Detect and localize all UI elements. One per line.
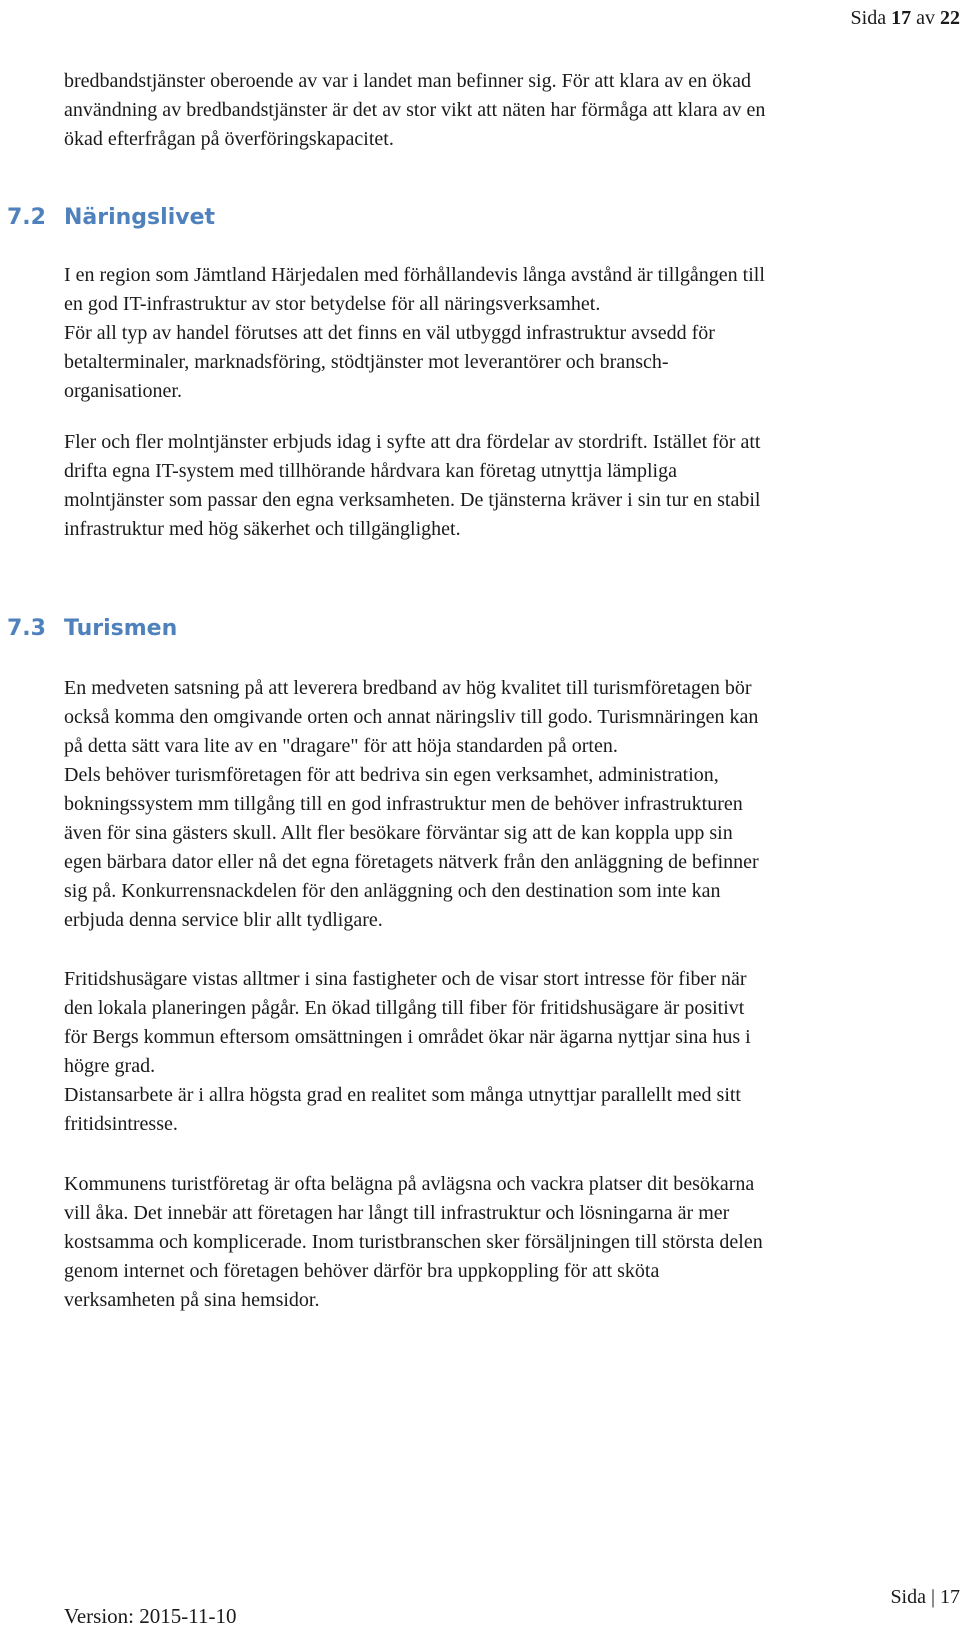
- paragraph-line: Kommunens turistföretag är ofta belägna på avlägsna och vackra platser dit besökarna: [64, 1173, 755, 1195]
- paragraph-line: även för sina gästers skull. Allt fler besökare förväntar sig att de kan koppla upp sin: [64, 822, 733, 844]
- paragraph-line: Dels behöver turismföretagen för att bedriva sin egen verksamhet, administration,: [64, 764, 719, 786]
- paragraph-line: också komma den omgivande orten och annat näringsliv till godo. Turismnäringen kan: [64, 706, 759, 728]
- naringslivet-paragraph-1: [64, 261, 934, 406]
- footer-version: Version: 2015-11-10: [64, 1604, 237, 1628]
- paragraph-line: verksamheten på sina hemsidor.: [64, 1289, 320, 1311]
- section-title: Näringslivet: [64, 205, 216, 230]
- page-header: [710, 4, 960, 32]
- turismen-paragraph-1: [64, 674, 934, 935]
- intro-line: bredbandstjänster oberoende av var i landet man befinner sig. För att klara av en ökad: [64, 70, 751, 92]
- paragraph-line: för Bergs kommun eftersom omsättningen i området ökar när ägarna nyttjar sina hus i: [64, 1026, 751, 1048]
- footer-page-number: Sida | 17: [890, 1586, 960, 1608]
- paragraph-line: En medveten satsning på att leverera bredband av hög kvalitet till turismföretagen bör: [64, 677, 752, 699]
- naringslivet-paragraph-2: [64, 428, 934, 544]
- paragraph-line: betalterminaler, marknadsföring, stödtjänster mot leverantörer och bransch-: [64, 351, 669, 373]
- paragraph-line: genom internet och företagen behöver därför bra uppkoppling för att sköta: [64, 1260, 660, 1282]
- section-heading-7-3: [7, 614, 177, 644]
- paragraph-line: molntjänster som passar den egna verksamheten. De tjänsterna kräver i sin tur en stabil: [64, 489, 761, 511]
- paragraph-line: sig på. Konkurrensnackdelen för den anläggning och den destination som inte kan: [64, 880, 721, 902]
- paragraph-line: Distansarbete är i allra högsta grad en realitet som många utnyttjar parallellt med sitt: [64, 1084, 741, 1106]
- page-header-of: av: [916, 7, 935, 29]
- paragraph-line: För all typ av handel förutses att det finns en väl utbyggd infrastruktur avsedd för: [64, 322, 715, 344]
- paragraph-line: infrastruktur med hög säkerhet och tillgänglighet.: [64, 518, 461, 540]
- paragraph-line: organisationer.: [64, 380, 182, 402]
- section-heading-7-2: [7, 203, 215, 233]
- paragraph-line: kostsamma och komplicerade. Inom turistbranschen sker försäljningen till största delen: [64, 1231, 763, 1253]
- paragraph-line: en god IT-infrastruktur av stor betydelse för all näringsverksamhet.: [64, 293, 601, 315]
- paragraph-line: egen bärbara dator eller nå det egna företagets nätverk från den anläggning de befinner: [64, 851, 759, 873]
- paragraph-line: bokningssystem mm tillgång till en god infrastruktur men de behöver infrastrukturen: [64, 793, 743, 815]
- paragraph-line: vill åka. Det innebär att företagen har långt till infrastruktur och lösningarna är mer: [64, 1202, 730, 1224]
- paragraph-line: fritidsintresse.: [64, 1113, 178, 1135]
- intro-line: ökad efterfrågan på överföringskapacitet.: [64, 128, 394, 150]
- page-header-current: 17: [891, 7, 912, 29]
- section-number: 7.3: [7, 616, 46, 641]
- paragraph-line: erbjuda denna service blir allt tydligare.: [64, 909, 383, 931]
- turismen-paragraph-2: [64, 965, 934, 1139]
- paragraph-line: den lokala planeringen pågår. En ökad tillgång till fiber för fritidshusägare är positivt: [64, 997, 745, 1019]
- section-title: Turismen: [64, 616, 178, 641]
- page-header-total: 22: [940, 7, 960, 29]
- turismen-paragraph-3: [64, 1170, 934, 1315]
- section-number: 7.2: [7, 205, 46, 230]
- intro-paragraph: [64, 67, 934, 154]
- page-header-prefix: Sida: [850, 7, 887, 29]
- paragraph-line: högre grad.: [64, 1055, 156, 1077]
- paragraph-line: Fritidshusägare vistas alltmer i sina fastigheter och de visar stort intresse för fiber när: [64, 968, 747, 990]
- paragraph-line: drifta egna IT-system med tillhörande hårdvara kan företag utnyttja lämpliga: [64, 460, 677, 482]
- paragraph-line: Fler och fler molntjänster erbjuds idag i syfte att dra fördelar av stordrift. Istället för att: [64, 431, 761, 453]
- intro-line: användning av bredbandstjänster är det av stor vikt att näten har förmåga att klara av en: [64, 99, 766, 121]
- paragraph-line: på detta sätt vara lite av en "dragare" för att höja standarden på orten.: [64, 735, 618, 757]
- paragraph-line: I en region som Jämtland Härjedalen med förhållandevis långa avstånd är tillgången till: [64, 264, 765, 286]
